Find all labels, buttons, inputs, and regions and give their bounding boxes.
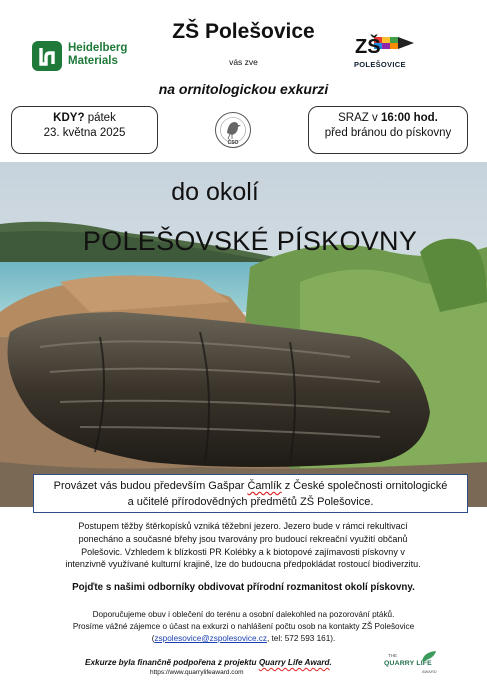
registration-note: Prosíme vážné zájemce o účast na exkurzi o nahlášení počtu osob na kontakty ZŠ Polešovice bbox=[72, 622, 415, 631]
zs-logo-mark: ZŠ bbox=[355, 36, 381, 58]
heidelberg-logo-line2: Materials bbox=[68, 55, 118, 67]
funding-prefix: Exkurze byla finančně podpořena z projektu bbox=[85, 658, 257, 667]
when-date: 23. května 2025 bbox=[43, 127, 126, 139]
sandpit-photo bbox=[0, 162, 487, 507]
meeting-time: 16:00 hod. bbox=[380, 112, 438, 124]
photo-heading-line1: do okolí bbox=[171, 178, 259, 206]
funding-url[interactable]: https://www.quarrylifeaward.com bbox=[150, 669, 244, 676]
guides-text-post: z České společnosti ornitologické bbox=[284, 480, 448, 492]
zs-logo-caption: POLEŠOVICE bbox=[354, 60, 406, 69]
guides-text-pre: Provázet vás budou především Gašpar bbox=[53, 480, 245, 492]
ql-the: THE bbox=[388, 653, 397, 658]
description-paragraph bbox=[28, 520, 458, 571]
cso-badge bbox=[214, 111, 252, 149]
guide-name: Čamlík bbox=[247, 480, 282, 492]
excursion-heading: na ornitologickou exkurzi bbox=[158, 81, 329, 97]
phone-number: , tel: 572 593 161). bbox=[266, 634, 336, 643]
contact-line bbox=[0, 634, 487, 643]
when-box bbox=[11, 106, 158, 154]
when-day: pátek bbox=[87, 112, 116, 124]
invite-text: vás zve bbox=[229, 57, 258, 67]
cso-badge-text: ČSO bbox=[227, 140, 239, 146]
funding-project: Quarry Life Award bbox=[258, 658, 330, 667]
heidelberg-logo-line1: Heidelberg bbox=[68, 42, 128, 54]
funding-suffix: . bbox=[329, 658, 332, 667]
meeting-prefix: SRAZ v bbox=[338, 112, 378, 124]
meeting-place: před bránou do pískovny bbox=[324, 127, 452, 139]
ql-name: QUARRY LIFE bbox=[384, 660, 432, 667]
meeting-line-1 bbox=[309, 111, 467, 126]
funding-note bbox=[85, 658, 332, 667]
when-line-1 bbox=[12, 111, 157, 126]
zs-polesovice-logo bbox=[352, 29, 428, 73]
description-line: intenzivně využívané kulturní krajině, lze do budoucna předpokládat rostoucí biodiverzitu. bbox=[65, 559, 421, 570]
photo-heading-line2: POLEŠOVSKÉ PÍSKOVNY bbox=[82, 226, 418, 256]
meeting-box bbox=[308, 106, 468, 154]
guides-line-1 bbox=[34, 478, 467, 494]
school-title: ZŠ Polešovice bbox=[172, 20, 315, 43]
description-line: Postupem těžby štěrkopísků vzniká těžební jezero. Jezero bude v rámci rekultivací bbox=[78, 521, 408, 531]
description-line: ponecháno a současné břehy jsou tvarovány pro budoucí rekreační využití občanů bbox=[78, 533, 408, 544]
guides-line-2: a učitelé přírodovědných předmětů ZŠ Polešovice. bbox=[127, 496, 374, 508]
equipment-note: Doporučujeme obuv i oblečení do terénu a osobní dalekohled na pozorování ptáků. bbox=[92, 610, 395, 619]
guides-box bbox=[33, 474, 468, 513]
call-to-action: Pojďte s našimi odborníky obdivovat přírodní rozmanitost okolí pískovny. bbox=[72, 582, 415, 593]
pencil-icon bbox=[352, 29, 428, 61]
quarry-life-award-logo bbox=[382, 650, 442, 676]
bird-icon bbox=[214, 111, 252, 149]
contact-paren: ( bbox=[151, 634, 155, 643]
ql-award: AWARD bbox=[422, 669, 437, 674]
email-link[interactable]: zspolesovice@zspolesovice.cz bbox=[154, 634, 267, 643]
when-label: KDY? bbox=[53, 112, 85, 124]
description-line: Polešovic. Vzhledem k blízkosti PR Kolébky a k biotopové zajímavosti pískovny v bbox=[81, 546, 405, 557]
